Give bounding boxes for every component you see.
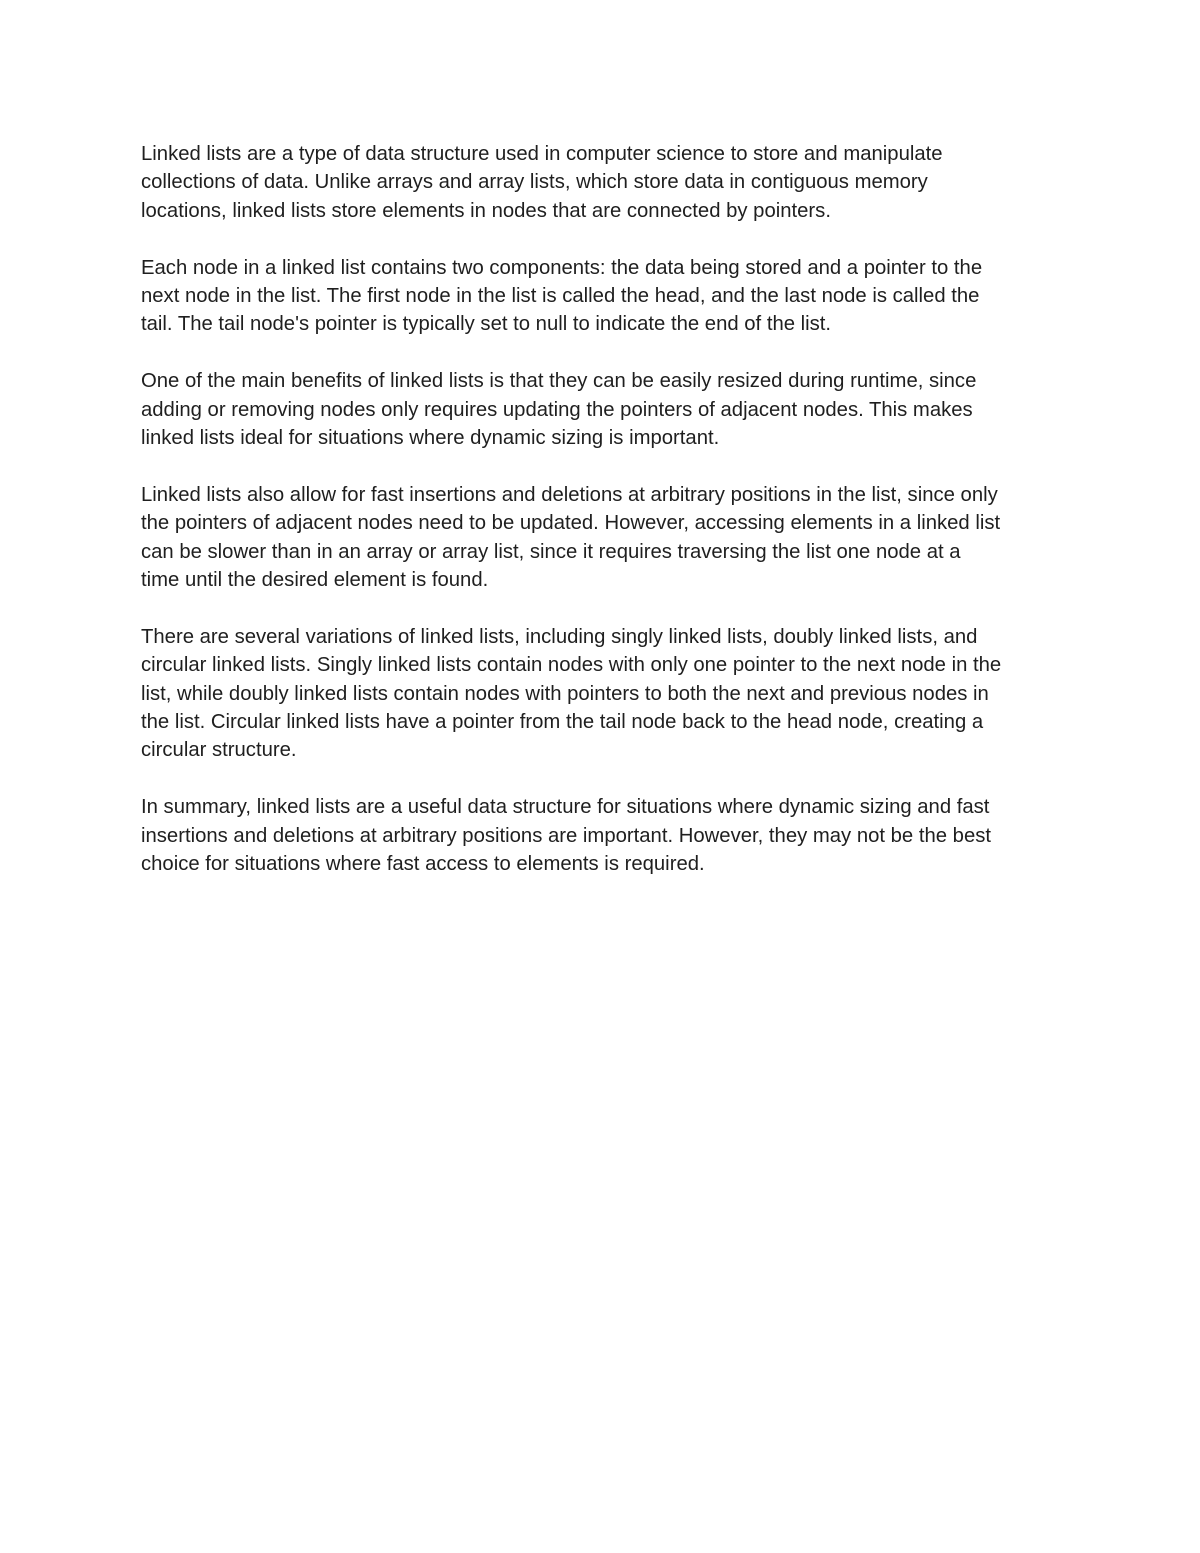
paragraph-insertions	[141, 481, 1061, 595]
paragraph-line: list, while doubly linked lists contain nodes with pointers to both the next and previous nodes in	[141, 682, 989, 705]
paragraph-node-components	[141, 254, 1061, 339]
paragraph-line: time until the desired element is found.	[141, 569, 489, 592]
paragraph-line: There are several variations of linked lists, including singly linked lists, doubly linked lists, and	[141, 625, 978, 648]
paragraph-line: can be slower than in an array or array list, since it requires traversing the list one node at a	[141, 540, 961, 563]
paragraph-variations	[141, 623, 1061, 765]
paragraph-line: Each node in a linked list contains two components: the data being stored and a pointer to the	[141, 256, 983, 279]
paragraph-line: Linked lists also allow for fast insertions and deletions at arbitrary positions in the list, since only	[141, 483, 998, 506]
paragraph-line: linked lists ideal for situations where dynamic sizing is important.	[141, 427, 720, 450]
paragraph-line: Linked lists are a type of data structure used in computer science to store and manipulate	[141, 143, 943, 165]
paragraph-line: circular linked lists. Singly linked lists contain nodes with only one pointer to the next node in the	[141, 654, 1002, 677]
paragraph-line: adding or removing nodes only requires updating the pointers of adjacent nodes. This makes	[141, 398, 973, 421]
paragraph-line: the pointers of adjacent nodes need to be updated. However, accessing elements in a linked list	[141, 512, 1001, 535]
document-body	[141, 140, 1061, 907]
paragraph-line: One of the main benefits of linked lists is that they can be easily resized during runtime, since	[141, 370, 977, 393]
paragraph-line: circular structure.	[141, 739, 297, 762]
paragraph-line: In summary, linked lists are a useful data structure for situations where dynamic sizing and fast	[141, 796, 990, 819]
paragraph-line: the list. Circular linked lists have a pointer from the tail node back to the head node, creating a	[141, 711, 984, 734]
paragraph-line: collections of data. Unlike arrays and array lists, which store data in contiguous memory	[141, 171, 928, 194]
paragraph-line: insertions and deletions at arbitrary positions are important. However, they may not be the best	[141, 824, 992, 847]
paragraph-line: next node in the list. The first node in the list is called the head, and the last node is called the	[141, 285, 980, 308]
paragraph-line: locations, linked lists store elements in nodes that are connected by pointers.	[141, 199, 831, 222]
paragraph-line: choice for situations where fast access to elements is required.	[141, 853, 705, 876]
paragraph-benefits	[141, 367, 1061, 452]
paragraph-line: tail. The tail node's pointer is typically set to null to indicate the end of the list.	[141, 313, 832, 336]
paragraph-summary	[141, 793, 1061, 878]
paragraph-intro	[141, 140, 1061, 225]
